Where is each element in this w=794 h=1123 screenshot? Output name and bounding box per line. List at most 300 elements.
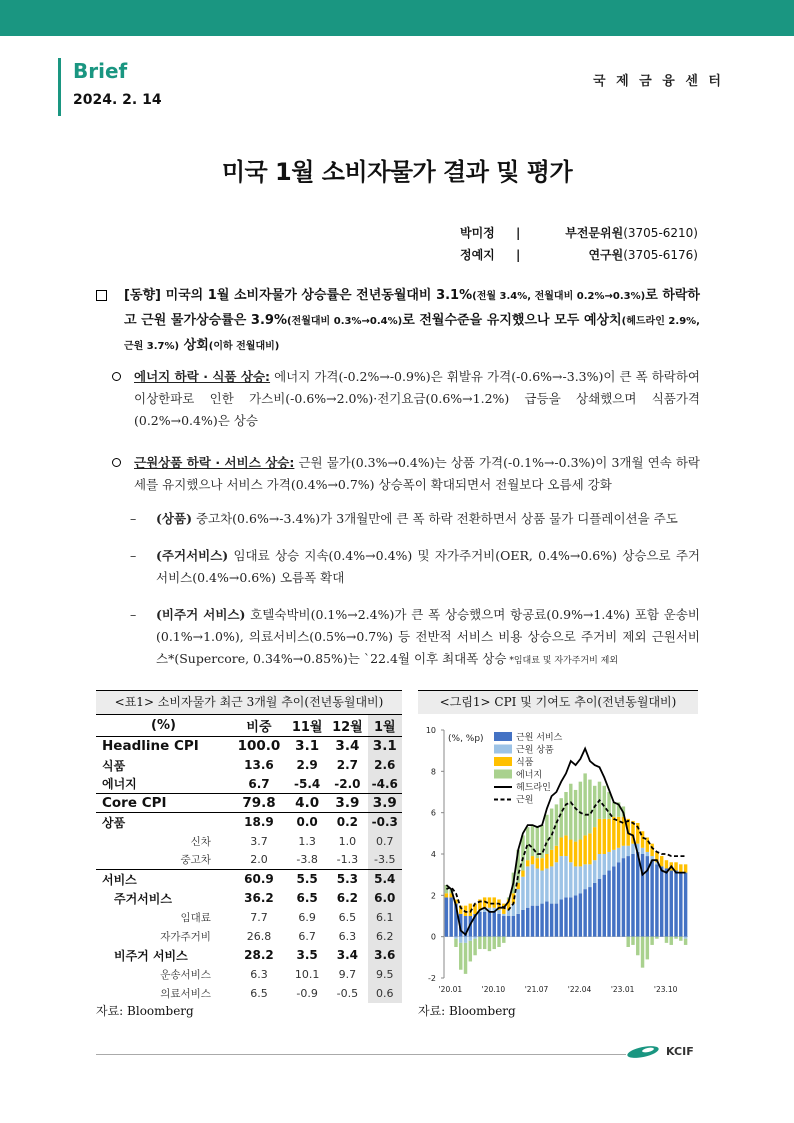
bar-segment [516,889,519,914]
bar-segment [665,937,668,943]
table-cell: 36.2 [244,891,274,905]
bar-segment [459,943,462,970]
cpi-table [96,714,402,1003]
bullet-heading: 근원상품 하락 · 서비스 상승: [134,455,295,470]
author-row [460,244,698,266]
bar-segment [459,937,462,943]
bar-segment [483,912,486,937]
table-cell: -3.5 [368,851,402,870]
bar-segment [612,866,615,936]
table-cell: -1.3 [336,853,359,867]
table-row [96,984,402,1003]
bar-segment [502,914,505,916]
table-cell: 6.9 [298,910,316,924]
bar-segment [650,844,653,856]
figure-source: 자료: Bloomberg [418,1004,516,1018]
top-color-bar [0,0,794,36]
circle-bullet-icon [112,372,121,381]
bar-segment [445,897,448,936]
table-cell: 2.9 [296,758,318,772]
figure-title: <그림1> CPI 및 기여도 추이(전년동월대비) [418,690,698,714]
y-tick-label: 0 [430,932,436,942]
bullet-heading: 에너지 하락 · 식품 상승: [134,369,271,384]
table-cell: 6.2 [368,927,402,946]
bar-segment [617,862,620,936]
bar-segment [670,871,673,937]
bar-segment [684,939,687,945]
table-row-label: 상품 [96,813,231,832]
legend-label: 근원 상품 [516,745,554,756]
table-cell: -0.9 [296,986,318,1000]
bar-segment [674,871,677,937]
bar-segment [555,862,558,903]
bar-segment [679,937,682,941]
bar-segment [545,868,548,901]
legend-label: 근원 서비스 [516,733,563,743]
bar-segment [564,792,567,835]
x-tick-label: '23.10 [653,985,678,994]
table-row [96,851,402,870]
author-list [460,222,698,266]
bar-segment [536,858,539,868]
table-cell: 9.5 [368,965,402,984]
bar-segment [454,939,457,947]
table-row-label: 식품 [102,758,126,773]
table-cell: 6.5 [296,891,318,905]
bar-segment [670,937,673,945]
footer-rule [96,1054,626,1055]
table-row-label: Headline CPI [102,738,199,755]
table-cell: 3.5 [296,948,318,962]
legend-label: 헤드라인 [516,783,551,793]
bar-segment [641,937,644,968]
bar-segment [550,850,553,867]
bar-segment [598,854,601,879]
bar-segment [526,860,529,866]
table-cell: 3.7 [250,834,268,848]
checkbox-square-icon [96,290,107,301]
bar-segment [569,862,572,897]
bar-segment [684,873,687,937]
bar-segment [540,858,543,870]
y-tick-label: 2 [430,891,436,901]
author-separator: | [516,226,521,240]
bar-segment [612,817,615,850]
table-row [96,889,402,908]
table-row-label: 의료서비스 [160,987,211,1000]
circle-bullet-icon [112,458,121,467]
table-cell: 6.3 [338,929,357,943]
bar-segment [636,937,639,956]
dash-text: 임대료 상승 지속(0.4%→0.4%) 및 자가주거비(OER, 0.4%→0.6%) 상승으로 주거서비스(0.4%→0.6%) 오름폭 확대 [156,548,700,585]
table-cell: 4.0 [287,794,327,813]
bar-segment [626,937,629,947]
bar-segment [593,860,596,883]
bar-segment [650,937,653,945]
bar-segment [559,856,562,899]
bar-segment [555,804,558,845]
table-row [96,794,402,813]
table-header: 1월 [368,715,402,737]
bar-segment [526,908,529,937]
bar-segment [502,937,505,943]
bar-segment [603,854,606,875]
publish-date: 2024. 2. 14 [73,92,162,108]
dash-item-goods [130,508,700,530]
kcif-leaf-icon [626,1044,660,1058]
table-row [96,756,402,775]
table-row-label: 운송서비스 [160,968,211,981]
author-row [460,222,698,244]
table-cell: 5.5 [287,870,327,889]
y-tick-label: 4 [430,850,436,859]
table-cell: 28.2 [244,948,274,962]
table-cell: 0.2 [327,813,367,832]
bar-segment [617,848,620,862]
bar-segment [660,866,663,936]
trend-section [100,284,700,359]
table-source: 자료: Bloomberg [96,1004,194,1018]
bar-segment [598,879,601,937]
bar-segment [583,835,586,864]
bar-segment [531,856,534,864]
footnote: *임대료 및 자가주거비 제외 [506,656,619,666]
table-cell: -0.5 [336,986,359,1000]
dash-heading: (주거서비스) [156,548,229,563]
table-cell: -5.4 [294,776,321,791]
table-row-label: 신차 [190,835,211,848]
bar-segment [555,904,558,937]
table-title: <표1> 소비자물가 최근 3개월 추이(전년동월대비) [96,690,402,714]
table-row-label: 자가주거비 [160,930,211,943]
bar-segment [483,937,486,949]
bar-segment [521,877,524,910]
bar-segment [512,904,515,916]
kcif-logo [626,1044,694,1058]
bullet-text: 에너지 가격(-0.2%→-0.9%)은 휘발유 가격(-0.6%→-3.3%)이 큰 폭 하락하여 이상한파로 인한 가스비(-0.6%→2.0%)·전기요금(0.6%→1.2%) 급등을 상쇄했으며 식품가격(0.2%→0.4%)은 상승 [134,369,700,428]
bar-segment [622,858,625,937]
dash-marker: – [130,511,137,526]
dash-item-nonshelter [130,604,700,672]
legend-swatch [494,757,512,766]
bar-segment [684,937,687,939]
table-cell: 6.5 [250,986,268,1000]
brief-header [58,58,162,116]
bar-segment [559,899,562,936]
bar-segment [550,904,553,937]
bar-segment [607,852,610,871]
bar-segment [497,914,500,937]
bar-segment [660,856,663,866]
bar-segment [674,862,677,870]
bar-segment [526,827,529,860]
table-cell: 5.4 [368,870,402,889]
table-row [96,832,402,851]
table-cell: 79.8 [231,794,287,813]
author-separator: | [516,248,521,262]
bar-segment [588,887,591,937]
legend-label: 에너지 [516,770,543,781]
author-role: 연구원 [588,248,624,262]
bar-segment [588,864,591,887]
table-cell: 6.3 [250,967,268,981]
bar-segment [646,837,649,851]
table-row [96,737,402,756]
x-tick-label: '21.07 [524,985,549,994]
table-cell: -4.6 [368,775,402,794]
bar-segment [478,912,481,937]
dash-text: 중고차(0.6%→-3.4%)가 3개월만에 큰 폭 하락 전환하면서 상품 물가 디플레이션을 주도 [191,511,678,526]
bar-segment [641,848,644,854]
trend-paragraph: [동향] 미국의 1월 소비자물가 상승률은 전년동월대비 3.1%(전월 3.4%, 전월대비 0.2%→0.3%)로 하락하고 근원 물가상승률은 3.9%(전월대비 0.3%→0.4%)로 전월수준을 유지했으나 모두 예상치(헤드라인 2.9%, 근원 3.7%) 상회(이하 전월대비) [124,288,700,353]
table-cell: 10.1 [294,967,320,981]
table-cell: 100.0 [237,738,281,755]
bar-segment [607,871,610,937]
table-cell: 3.1 [368,737,402,756]
bar-segment [574,842,577,867]
bar-segment [445,893,448,897]
kcif-logo-text: KCIF [666,1044,694,1058]
bar-segment [493,912,496,937]
bar-segment [564,897,567,936]
organization-name: 국 제 금 융 센 터 [593,74,724,89]
bar-segment [583,864,586,889]
bar-segment [550,866,553,903]
bar-segment [665,868,668,936]
dash-heading: (비주거 서비스) [156,607,246,622]
bar-segment [449,897,452,936]
dash-heading: (상품) [156,511,192,526]
author-phone: (3705-6176) [623,248,698,262]
bar-segment [531,825,534,856]
x-tick-label: '23.01 [610,985,635,994]
dash-marker: – [130,548,137,563]
table-row [96,870,402,889]
bar-segment [631,854,634,937]
legend-swatch [494,745,512,754]
table-cell: 13.6 [244,758,274,772]
y-tick-label: 6 [430,808,436,818]
table-cell: -0.3 [368,813,402,832]
table-cell: 6.1 [368,908,402,927]
table-row-label: 비주거 서비스 [114,948,188,963]
bar-segment [464,943,467,974]
table-cell: 1.0 [338,834,357,848]
dash-item-shelter [130,545,700,589]
bar-segment [497,937,500,947]
table-cell: 6.7 [248,776,270,791]
bar-segment [626,856,629,937]
y-tick-label: -2 [428,974,436,983]
bar-segment [559,837,562,856]
bar-segment [569,784,572,840]
bar-segment [598,819,601,854]
bar-segment [550,809,553,850]
bar-segment [583,773,586,835]
author-role: 부전문위원 [565,226,624,240]
table-row [96,908,402,927]
bar-segment [536,868,539,905]
bar-segment [488,937,491,951]
bar-segment [583,889,586,937]
x-tick-label: '20.10 [481,985,506,994]
author-phone: (3705-6210) [623,226,698,240]
table-cell: 0.0 [287,813,327,832]
bar-segment [569,840,572,863]
bar-segment [464,937,467,943]
dash-text: 호텔숙박비(0.1%→2.4%)가 큰 폭 상승했으며 항공료(0.9%→1.4%) 포함 운송비(0.1%→1.0%), 의료서비스(0.5%→0.7%) 등 전반적 서비스 비용 상승으로 주거비 제외 근원서비스*(Supercore, 0.34%→0.85%)는 `22.4월 이후 최대폭 상승 [156,607,700,666]
bar-segment [564,856,567,897]
table-row [96,965,402,984]
table-header: 12월 [327,715,367,737]
bar-segment [516,914,519,937]
table-header-row [96,715,402,737]
table-cell: 2.7 [336,758,359,772]
bar-segment [650,860,653,936]
bar-segment [646,937,649,960]
bullet-core-goods-services [112,452,700,496]
y-tick-label: 8 [430,767,436,777]
bar-segment [603,819,606,854]
bar-segment [579,782,582,840]
bar-segment [684,864,687,872]
bar-segment [593,883,596,937]
bar-segment [655,864,658,936]
dash-marker: – [130,607,137,622]
legend-label: 근원 [516,795,534,806]
table-cell: 3.9 [368,794,402,813]
table-cell: 6.5 [338,910,357,924]
bar-segment [612,850,615,867]
bar-segment [536,906,539,937]
bar-segment [454,937,457,939]
table-row-label: 에너지 [102,777,137,792]
bar-segment [540,871,543,904]
legend-swatch [494,732,512,741]
bar-segment [469,937,472,941]
bullet-energy-food [112,366,700,432]
table-cell: 6.2 [336,891,359,905]
table-cell: 26.8 [246,929,272,943]
x-tick-label: '20.01 [438,985,463,994]
page-title: 미국 1월 소비자물가 결과 및 평가 [221,158,573,186]
author-name: 정예지 [460,248,495,262]
table-row-label: 주거서비스 [114,891,172,906]
bar-segment [493,897,496,907]
bar-segment [593,827,596,860]
table-header: (%) [96,715,231,737]
bar-segment [665,860,668,868]
table-row-label: 중고차 [180,854,211,867]
bar-segment [497,910,500,914]
table-row [96,927,402,946]
bar-segment [612,802,615,816]
bar-segment [574,790,577,842]
brief-label: Brief [73,59,128,83]
bar-segment [559,798,562,837]
table-cell: 5.3 [327,870,367,889]
table-cell: 60.9 [231,870,287,889]
table-header: 비중 [231,715,287,737]
legend-swatch [494,770,512,779]
bar-segment [636,852,639,937]
bar-segment [493,937,496,949]
table-cell: 7.7 [250,910,268,924]
legend-label: 식품 [516,758,534,768]
bar-segment [488,912,491,937]
table-cell: 9.7 [338,967,357,981]
bar-segment [478,937,481,949]
table-cell: 0.6 [368,984,402,1003]
table-cell: 3.4 [335,738,360,755]
x-tick-label: '22.04 [567,985,592,994]
bar-segment [631,844,634,854]
bar-segment [469,941,472,962]
bar-segment [569,897,572,936]
table-row [96,813,402,832]
bar-segment [679,864,682,872]
bar-segment [545,815,548,854]
bar-segment [655,937,658,939]
table-row-label: 임대료 [180,911,211,924]
table-cell: 6.7 [298,929,316,943]
bar-segment [674,937,677,939]
y-tick-label: 10 [425,726,436,735]
table-row-label: 서비스 [96,870,231,889]
unit-label: (%, %p) [448,734,484,744]
table-cell: 3.1 [295,738,320,755]
bar-segment [545,854,548,868]
bar-segment [679,873,682,937]
table-cell: 1.3 [298,834,316,848]
table-cell: 0.7 [368,832,402,851]
bar-segment [622,846,625,858]
bar-segment [588,833,591,864]
bullet-text: 근원 물가(0.3%→0.4%)는 상품 가격(-0.1%→-0.3%)이 3개월 연속 하락세를 유지했으나 서비스 가격(0.4%→0.7%) 상승폭이 확대되면서 전월보다 오름세 강화 [134,455,700,492]
bar-segment [512,916,515,937]
bar-segment [531,906,534,937]
bar-segment [631,937,634,945]
table-cell: 2.0 [250,853,268,867]
table-row [96,775,402,794]
bar-segment [531,864,534,905]
bar-segment [473,939,476,956]
table-cell: -3.8 [296,853,318,867]
table-cell: 6.0 [368,889,402,908]
bar-segment [607,819,610,852]
bar-segment [473,937,476,939]
table-header: 11월 [287,715,327,737]
bar-segment [502,916,505,937]
bar-segment [579,893,582,936]
table-cell: 2.6 [368,756,402,775]
table-cell: 18.9 [231,813,287,832]
table-cell: 3.4 [336,948,359,962]
table-cell: 3.6 [368,946,402,965]
table-cell: -2.0 [334,776,361,791]
bar-segment [545,902,548,937]
bar-segment [574,895,577,936]
bar-segment [564,835,567,856]
bar-segment [626,846,629,856]
bar-segment [579,866,582,893]
table-row-label: Core CPI [96,794,231,813]
bar-segment [574,866,577,895]
bar-segment [540,904,543,937]
table-cell: 3.9 [327,794,367,813]
table-row [96,946,402,965]
bar-segment [579,840,582,867]
